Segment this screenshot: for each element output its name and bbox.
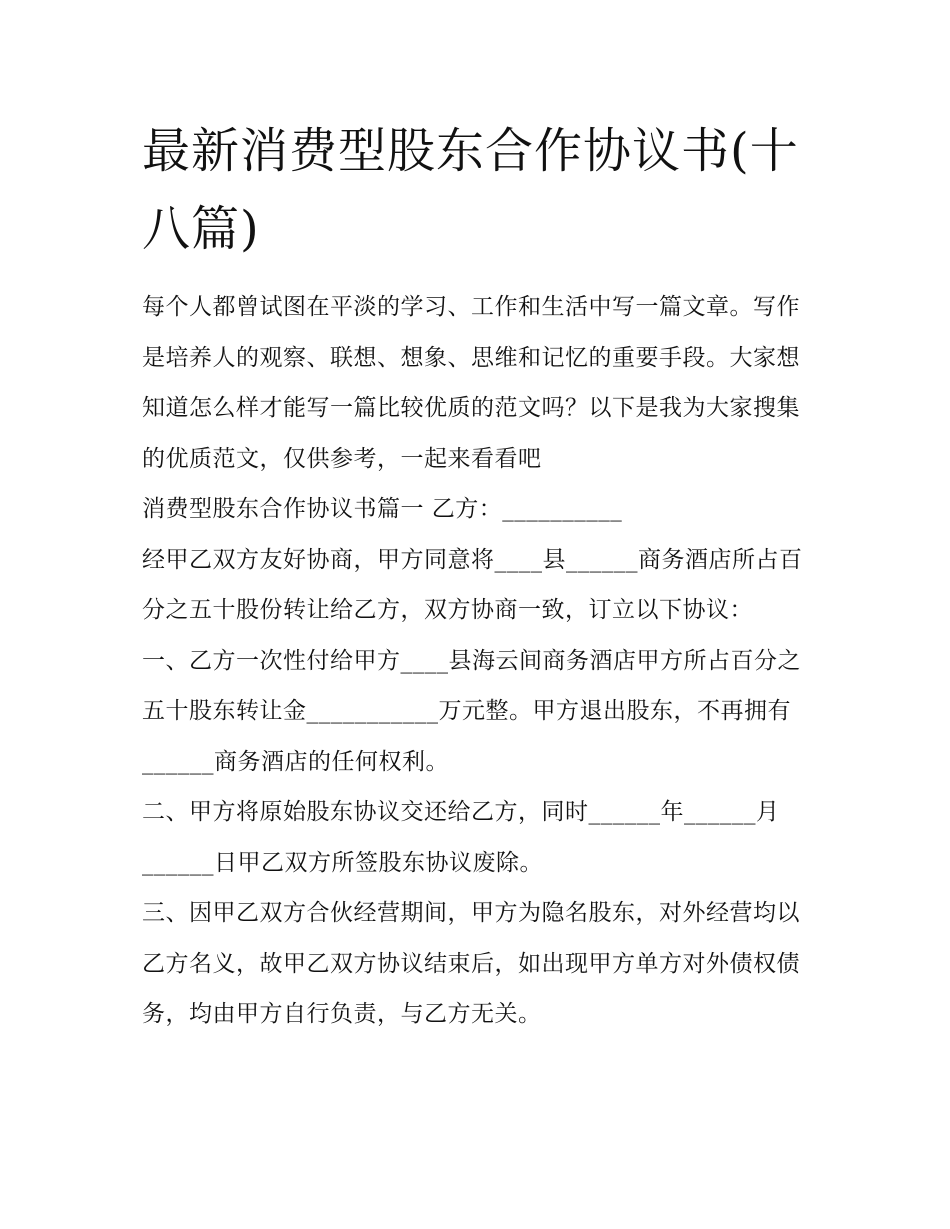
clause-one-paragraph: 一、乙方一次性付给甲方____县海云间商务酒店甲方所占百分之五十股东转让金___________万元整。甲方退出股东，不再拥有______商务酒店的任何权利。 xyxy=(142,647,801,775)
clause-three-paragraph: 三、因甲乙双方合伙经营期间，甲方为隐名股东，对外经营均以乙方名义，故甲乙双方协议结束后，如出现甲方单方对外债权债务，均由甲方自行负责，与乙方无关。 xyxy=(142,900,800,1027)
section-heading-paragraph: 消费型股东合作协议书篇一 乙方：__________ xyxy=(142,496,623,522)
intro-paragraph: 每个人都曾试图在平淡的学习、工作和生活中写一篇文章。写作是培养人的观察、联想、想象、思维和记忆的重要手段。大家想知道怎么样才能写一篇比较优质的范文吗？以下是我为大家搜集的优质范文，仅供参考，一起来看看吧 xyxy=(142,294,800,472)
agreement-preamble-paragraph: 经甲乙双方友好协商，甲方同意将____县______商务酒店所占百分之五十股份转让给乙方，双方协商一致，订立以下协议： xyxy=(142,546,803,623)
document-page xyxy=(142,112,814,1040)
clause-two-paragraph: 二、甲方将原始股东协议交还给乙方，同时______年______月______日甲乙双方所签股东协议废除。 xyxy=(142,799,780,876)
document-title: 最新消费型股东合作协议书(十八篇) xyxy=(142,123,799,257)
